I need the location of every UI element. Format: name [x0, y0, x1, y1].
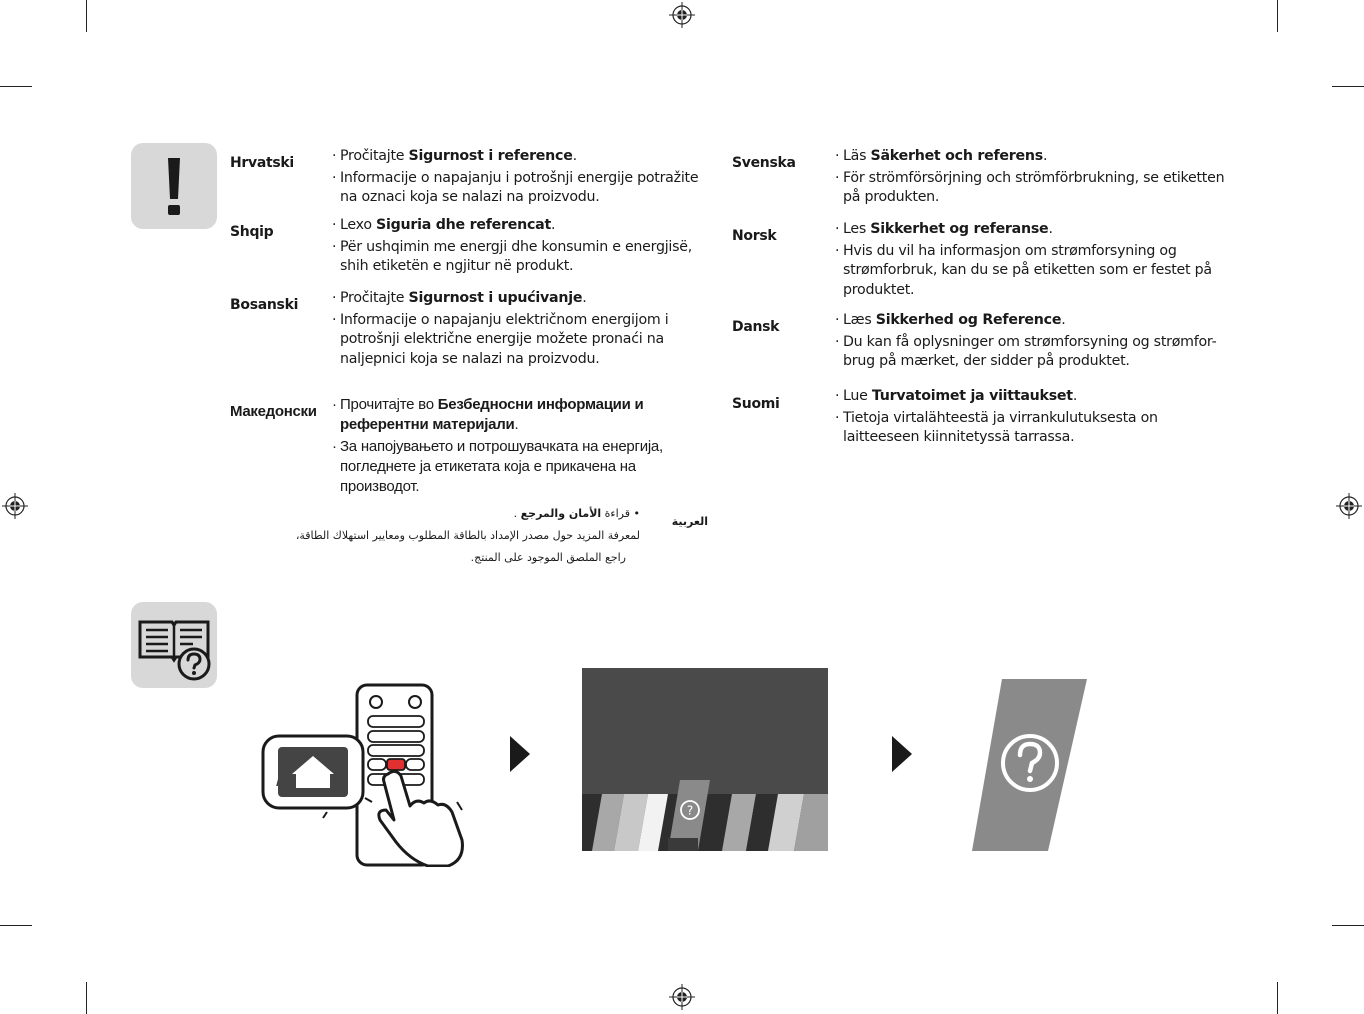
entry-line: · Lue Turvatoimet ja viittaukset.: [835, 387, 1235, 407]
entry-line: · Tietoja virtalähteestä ja virrankulutuksesta on laitteeseen kiinnitetyssä tarrassa.: [835, 409, 1235, 448]
question-icon: ?: [686, 803, 694, 818]
lang-label-svenska: Svenska: [732, 155, 796, 171]
crop-mark: [86, 0, 87, 32]
entry-line: · Informacije o napajanju električnom energijom i potrošnji električne energije možete pronaći na naljepnici koja se nalazi na proizvodu.: [332, 311, 717, 370]
crop-mark: [1277, 0, 1278, 32]
entry-line: · Du kan få oplysninger om strømforsyning og strømfor-brug på mærket, der sidder på produktet.: [835, 333, 1230, 372]
entry-line: لمعرفة المزيد حول مصدر الإمداد بالطاقة المطلوب ومعايير استهلاك الطاقة،: [295, 529, 640, 542]
entry-makedonski: [332, 395, 717, 499]
book-question-icon: [131, 602, 217, 688]
help-tile-large: [972, 679, 1088, 851]
manual-icon-box: [131, 602, 217, 688]
entry-line: · Për ushqimin me energji dhe konsumin e energjisë, shih etiketën e ngjitur në produkt.: [332, 238, 717, 277]
lang-label-shqip: Shqip: [230, 224, 274, 240]
lang-label-dansk: Dansk: [732, 319, 780, 335]
entry-shqip: [332, 216, 717, 279]
crop-mark: [0, 925, 32, 926]
entry-line: · För strömförsörjning och strömförbrukning, se etiketten på produkten.: [835, 169, 1230, 208]
entry-line: · Læs Sikkerhed og Reference.: [835, 311, 1230, 331]
lang-label-suomi: Suomi: [732, 396, 780, 412]
entry-suomi: [835, 387, 1235, 450]
lang-label-bosanski: Bosanski: [230, 297, 299, 313]
crop-mark: [1332, 86, 1364, 87]
entry-line: · За напојувањето и потрошувачката на енергија, погледнете ја етикетата која е прикачена на производот.: [332, 437, 717, 497]
entry-hrvatski: [332, 147, 717, 210]
warning-icon-box: [131, 143, 217, 229]
entry-svenska: [835, 147, 1230, 210]
entry-line: · Hvis du vil ha informasjon om strømforsyning og strømforbruk, kan du se på etiketten som er festet på produktet.: [835, 242, 1230, 301]
tv-screen-illustration: [582, 668, 828, 851]
lang-label-arabic: العربية: [671, 515, 708, 528]
entry-line: • قراءة الأمان والمرجع .: [513, 507, 640, 520]
lang-label-makedonski: Македонски: [230, 403, 317, 420]
registration-mark-icon: [669, 2, 695, 28]
exclamation-icon: [131, 143, 217, 229]
entry-line: · Pročitajte Sigurnost i reference.: [332, 147, 717, 167]
entry-norsk: [835, 220, 1230, 302]
crop-mark: [0, 86, 32, 87]
entry-line: · Lexo Siguria dhe referencat.: [332, 216, 717, 236]
entry-line: · Pročitajte Sigurnost i upućivanje.: [332, 289, 717, 309]
registration-mark-icon: [669, 984, 695, 1010]
entry-line: · Прочитајте во Безбедносни информации и референтни материјали.: [332, 395, 717, 435]
crop-mark: [86, 982, 87, 1014]
registration-mark-icon: [2, 493, 28, 519]
lang-label-hrvatski: Hrvatski: [230, 155, 294, 171]
crop-mark: [1332, 925, 1364, 926]
entry-line: · Informacije o napajanju i potrošnji energije potražite na oznaci koja se nalazi na proizvodu.: [332, 169, 717, 208]
entry-line: راجع الملصق الموجود على المنتج.: [470, 551, 626, 564]
crop-mark: [1277, 982, 1278, 1014]
entry-arabic: [280, 503, 640, 569]
entry-line: · Les Sikkerhet og referanse.: [835, 220, 1230, 240]
arrow-right-icon: [508, 735, 532, 773]
entry-bosanski: [332, 289, 717, 371]
remote-control-illustration: [260, 682, 470, 867]
home-button: [387, 759, 405, 770]
entry-line: · Läs Säkerhet och referens.: [835, 147, 1230, 167]
arrow-right-icon: [890, 735, 914, 773]
entry-dansk: [835, 311, 1230, 374]
registration-mark-icon: [1336, 493, 1362, 519]
lang-label-norsk: Norsk: [732, 228, 777, 244]
